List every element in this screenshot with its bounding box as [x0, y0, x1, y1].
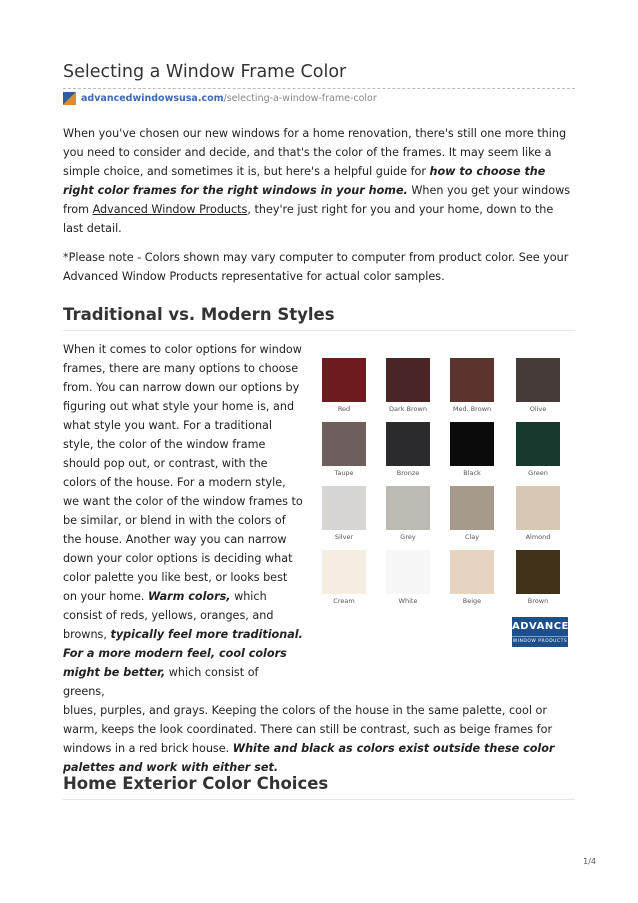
- swatch-label: Taupe: [334, 469, 354, 477]
- intro-paragraph: [63, 124, 575, 238]
- swatch-label: Grey: [400, 533, 416, 541]
- swatch-color-box: [386, 486, 430, 530]
- color-swatch: [450, 422, 494, 477]
- swatch-color-box: [322, 358, 366, 402]
- source-url[interactable]: [81, 93, 377, 104]
- swatch-color-box: [386, 358, 430, 402]
- color-swatch: [450, 358, 494, 413]
- logo-line-2: WINDOW PRODUCTS: [512, 639, 568, 644]
- page-number: 1/4: [583, 857, 596, 866]
- swatch-label: Green: [528, 469, 548, 477]
- swatch-color-box: [322, 486, 366, 530]
- advanced-window-products-logo: [512, 617, 578, 647]
- styles-paragraph: [63, 340, 303, 701]
- styles-paragraph-continued: [63, 701, 575, 777]
- swatch-color-box: [516, 486, 560, 530]
- swatch-label: Bronze: [396, 469, 420, 477]
- swatch-color-box: [450, 550, 494, 594]
- color-swatch: [516, 422, 560, 477]
- swatch-label: Olive: [529, 405, 547, 413]
- swatch-color-box: [450, 486, 494, 530]
- color-swatch: [516, 550, 560, 605]
- styles-text: When it comes to color options for window frames, there are many options to choose from. You can narrow down our options by figuring out what style your home is, and what style you want. For a traditional style, the color of the window frame should pop out, or contrast, with the colors of the house. For a modern style, we want the color of the window frames to be similar, or blend in with the colors of the house. Another way you can narrow down your color options is deciding what color palette you like best, or looks best on your home.: [63, 343, 303, 603]
- color-swatch: [386, 422, 430, 477]
- section-heading-styles: Traditional vs. Modern Styles: [63, 305, 575, 331]
- url-domain: advancedwindowsusa.com: [81, 93, 224, 104]
- color-swatch-grid: [322, 355, 572, 655]
- page-title: Selecting a Window Frame Color: [63, 62, 347, 82]
- swatch-label: Dark Brown: [389, 405, 427, 413]
- site-logo-icon: [63, 92, 76, 105]
- swatch-label: Med. Brown: [452, 405, 492, 413]
- color-swatch: [322, 358, 366, 413]
- swatch-label: Beige: [462, 597, 482, 605]
- swatch-label: White: [398, 597, 418, 605]
- styles-text: blues, purples, and grays. Keeping the colors of the house in the same palette, cool or warm, keeps the look coordinated. There can still be contrast, such as beige frames for windows in a red brick house.: [63, 704, 553, 755]
- logo-line-1: ADVANCED: [512, 617, 568, 637]
- dashed-divider: [63, 88, 575, 89]
- source-url-row: [63, 86, 575, 104]
- url-path: /selecting-a-window-frame-color: [223, 93, 377, 104]
- color-swatch: [386, 486, 430, 541]
- advanced-window-products-link[interactable]: Advanced Window Products: [92, 203, 248, 216]
- styles-text: which consist of reds, yellows, oranges, and browns,: [63, 590, 274, 641]
- swatch-color-box: [386, 422, 430, 466]
- color-note: *Please note - Colors shown may vary computer to computer from product color. See your Advanced Window Products representative for actual color samples.: [63, 251, 569, 283]
- color-swatch: [322, 422, 366, 477]
- white-black-bold: White and black as colors exist outside these color palettes and work with either set.: [63, 742, 555, 774]
- swatch-label: Almond: [525, 533, 551, 541]
- swatch-label: Clay: [464, 533, 480, 541]
- intro-text: When you've chosen our new windows for a home renovation, there's still one more thing you need to consider and decide, and that's the color of the frames. It may seem like a simple choice, and sometimes it is, but here's a helpful guide for: [63, 127, 567, 178]
- section-heading-exterior: Home Exterior Color Choices: [63, 774, 575, 800]
- swatch-color-box: [516, 358, 560, 402]
- swatch-color-box: [450, 358, 494, 402]
- warm-colors-bold: Warm colors,: [148, 590, 231, 603]
- swatch-label: Black: [463, 469, 481, 477]
- swatch-color-box: [322, 422, 366, 466]
- swatch-label: Red: [337, 405, 351, 413]
- color-swatch: [450, 486, 494, 541]
- swatch-color-box: [322, 550, 366, 594]
- swatch-label: Brown: [527, 597, 549, 605]
- swatch-color-box: [450, 422, 494, 466]
- swatch-label: Cream: [333, 597, 355, 605]
- intro-bold-text: how to choose the right color frames for the right windows in your home.: [63, 165, 546, 197]
- color-swatch: [322, 550, 366, 605]
- swatch-label: Silver: [334, 533, 354, 541]
- traditional-modern-bold: typically feel more traditional. For a more modern feel, cool colors might be better,: [63, 628, 303, 679]
- color-swatch: [516, 486, 560, 541]
- swatch-color-box: [386, 550, 430, 594]
- color-swatch: [516, 358, 560, 413]
- color-swatch: [450, 550, 494, 605]
- color-swatch: [386, 550, 430, 605]
- swatch-color-box: [516, 422, 560, 466]
- styles-text: which consist of greens,: [63, 666, 259, 698]
- swatch-color-box: [516, 550, 560, 594]
- color-swatch: [322, 486, 366, 541]
- intro-text: , they're just right for you and your home, down to the last detail.: [63, 203, 554, 235]
- intro-text: When you get your windows from: [63, 184, 571, 216]
- color-swatch: [386, 358, 430, 413]
